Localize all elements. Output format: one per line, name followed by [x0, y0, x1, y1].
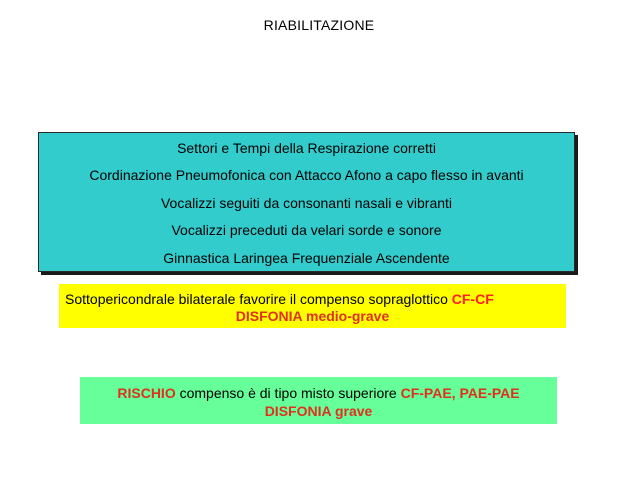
risk-line	[80, 385, 557, 401]
severity-medio-grave: DISFONIA medio-grave	[235, 308, 390, 324]
exercise-line-1: Settori e Tempi della Respirazione corretti	[177, 140, 436, 156]
exercise-line-3: Vocalizzi seguiti da consonanti nasali e vibranti	[160, 195, 453, 211]
risk-label: RISCHIO	[117, 385, 176, 401]
sottopericondrale-line	[65, 291, 494, 307]
severity-grave: DISFONIA grave	[264, 403, 373, 419]
rehabilitation-exercises-box	[38, 132, 575, 272]
risk-box	[80, 377, 557, 424]
slide-title: RIABILITAZIONE	[263, 17, 375, 33]
sottopericondrale-box	[59, 284, 566, 328]
risk-codes: CF-PAE, PAE-PAE	[400, 385, 520, 401]
exercise-line-5: Ginnastica Laringea Frequenziale Ascendente	[163, 250, 450, 266]
exercise-line-2: Cordinazione Pneumofonica con Attacco Afono a capo flesso in avanti	[89, 167, 524, 183]
risk-text: compenso è di tipo misto superiore	[175, 385, 401, 401]
sottopericondrale-text: Sottopericondrale bilaterale favorire il compenso sopraglottico	[65, 291, 452, 307]
cf-cf-code: CF-CF	[451, 291, 494, 307]
exercise-line-4: Vocalizzi preceduti da velari sorde e sonore	[171, 222, 442, 238]
